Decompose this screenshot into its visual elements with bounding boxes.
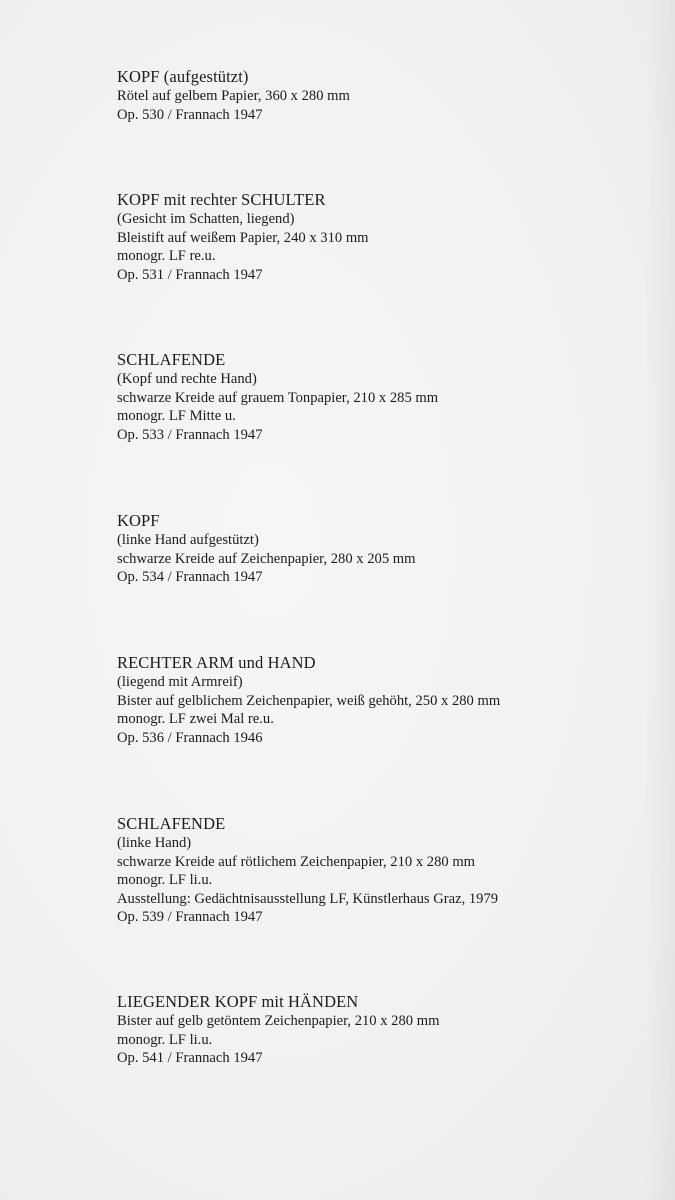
entry-opus: Op. 534 / Frannach 1947 — [117, 569, 263, 586]
entry-opus: Op. 536 / Frannach 1946 — [117, 729, 263, 746]
entry-detail: Bister auf gelb getöntem Zeichenpapier, 210 x 280 mm — [117, 1013, 440, 1029]
entry-detail: monogr. LF Mitte u. — [117, 408, 236, 425]
entry-title: RECHTER ARM und HAND — [117, 653, 316, 672]
entry-detail: monogr. LF zwei Mal re.u. — [117, 711, 274, 728]
entry-detail: (Kopf und rechte Hand) — [117, 371, 257, 387]
entry-detail: (linke Hand) — [117, 835, 192, 851]
entry-title: KOPF — [117, 511, 160, 530]
entry-opus: Op. 533 / Frannach 1947 — [117, 426, 263, 443]
entry-opus: Op. 539 / Frannach 1947 — [117, 909, 263, 926]
entry-detail: (linke Hand aufgestützt) — [117, 532, 259, 548]
catalog-entry — [117, 991, 657, 1068]
entry-detail: monogr. LF re.u. — [117, 248, 216, 265]
entry-detail: (Gesicht im Schatten, liegend) — [117, 211, 295, 227]
catalog-entry — [117, 66, 657, 124]
entry-title: KOPF (aufgestützt) — [117, 67, 249, 86]
catalog-entry — [117, 652, 657, 747]
entry-detail: schwarze Kreide auf rötlichem Zeichenpapier, 210 x 280 mm — [117, 853, 476, 870]
entry-opus: Op. 530 / Frannach 1947 — [117, 106, 263, 123]
entry-title: LIEGENDER KOPF mit HÄNDEN — [117, 992, 359, 1011]
entry-detail: monogr. LF li.u. — [117, 872, 213, 889]
entry-title: KOPF mit rechter SCHULTER — [117, 190, 326, 209]
entry-detail: Bleistift auf weißem Papier, 240 x 310 mm — [117, 229, 369, 246]
entry-detail: schwarze Kreide auf Zeichenpapier, 280 x 205 mm — [117, 550, 416, 567]
catalog-entry — [117, 813, 657, 927]
entry-opus: Op. 541 / Frannach 1947 — [117, 1050, 263, 1067]
entry-detail: Bister auf gelblichem Zeichenpapier, weiß gehöht, 250 x 280 mm — [117, 692, 501, 709]
catalog-entry — [117, 510, 657, 587]
entry-detail: Rötel auf gelbem Papier, 360 x 280 mm — [117, 88, 350, 104]
entry-detail: monogr. LF li.u. — [117, 1031, 213, 1048]
entry-detail: schwarze Kreide auf grauem Tonpapier, 210 x 285 mm — [117, 389, 439, 406]
entry-detail: (liegend mit Armreif) — [117, 674, 243, 690]
entry-title: SCHLAFENDE — [117, 350, 226, 369]
entry-title: SCHLAFENDE — [117, 814, 226, 833]
entry-opus: Op. 531 / Frannach 1947 — [117, 266, 263, 283]
entry-exhibition: Ausstellung: Gedächtnisausstellung LF, Künstlerhaus Graz, 1979 — [117, 890, 499, 907]
catalog-entry — [117, 349, 657, 444]
catalog-entry — [117, 189, 657, 284]
